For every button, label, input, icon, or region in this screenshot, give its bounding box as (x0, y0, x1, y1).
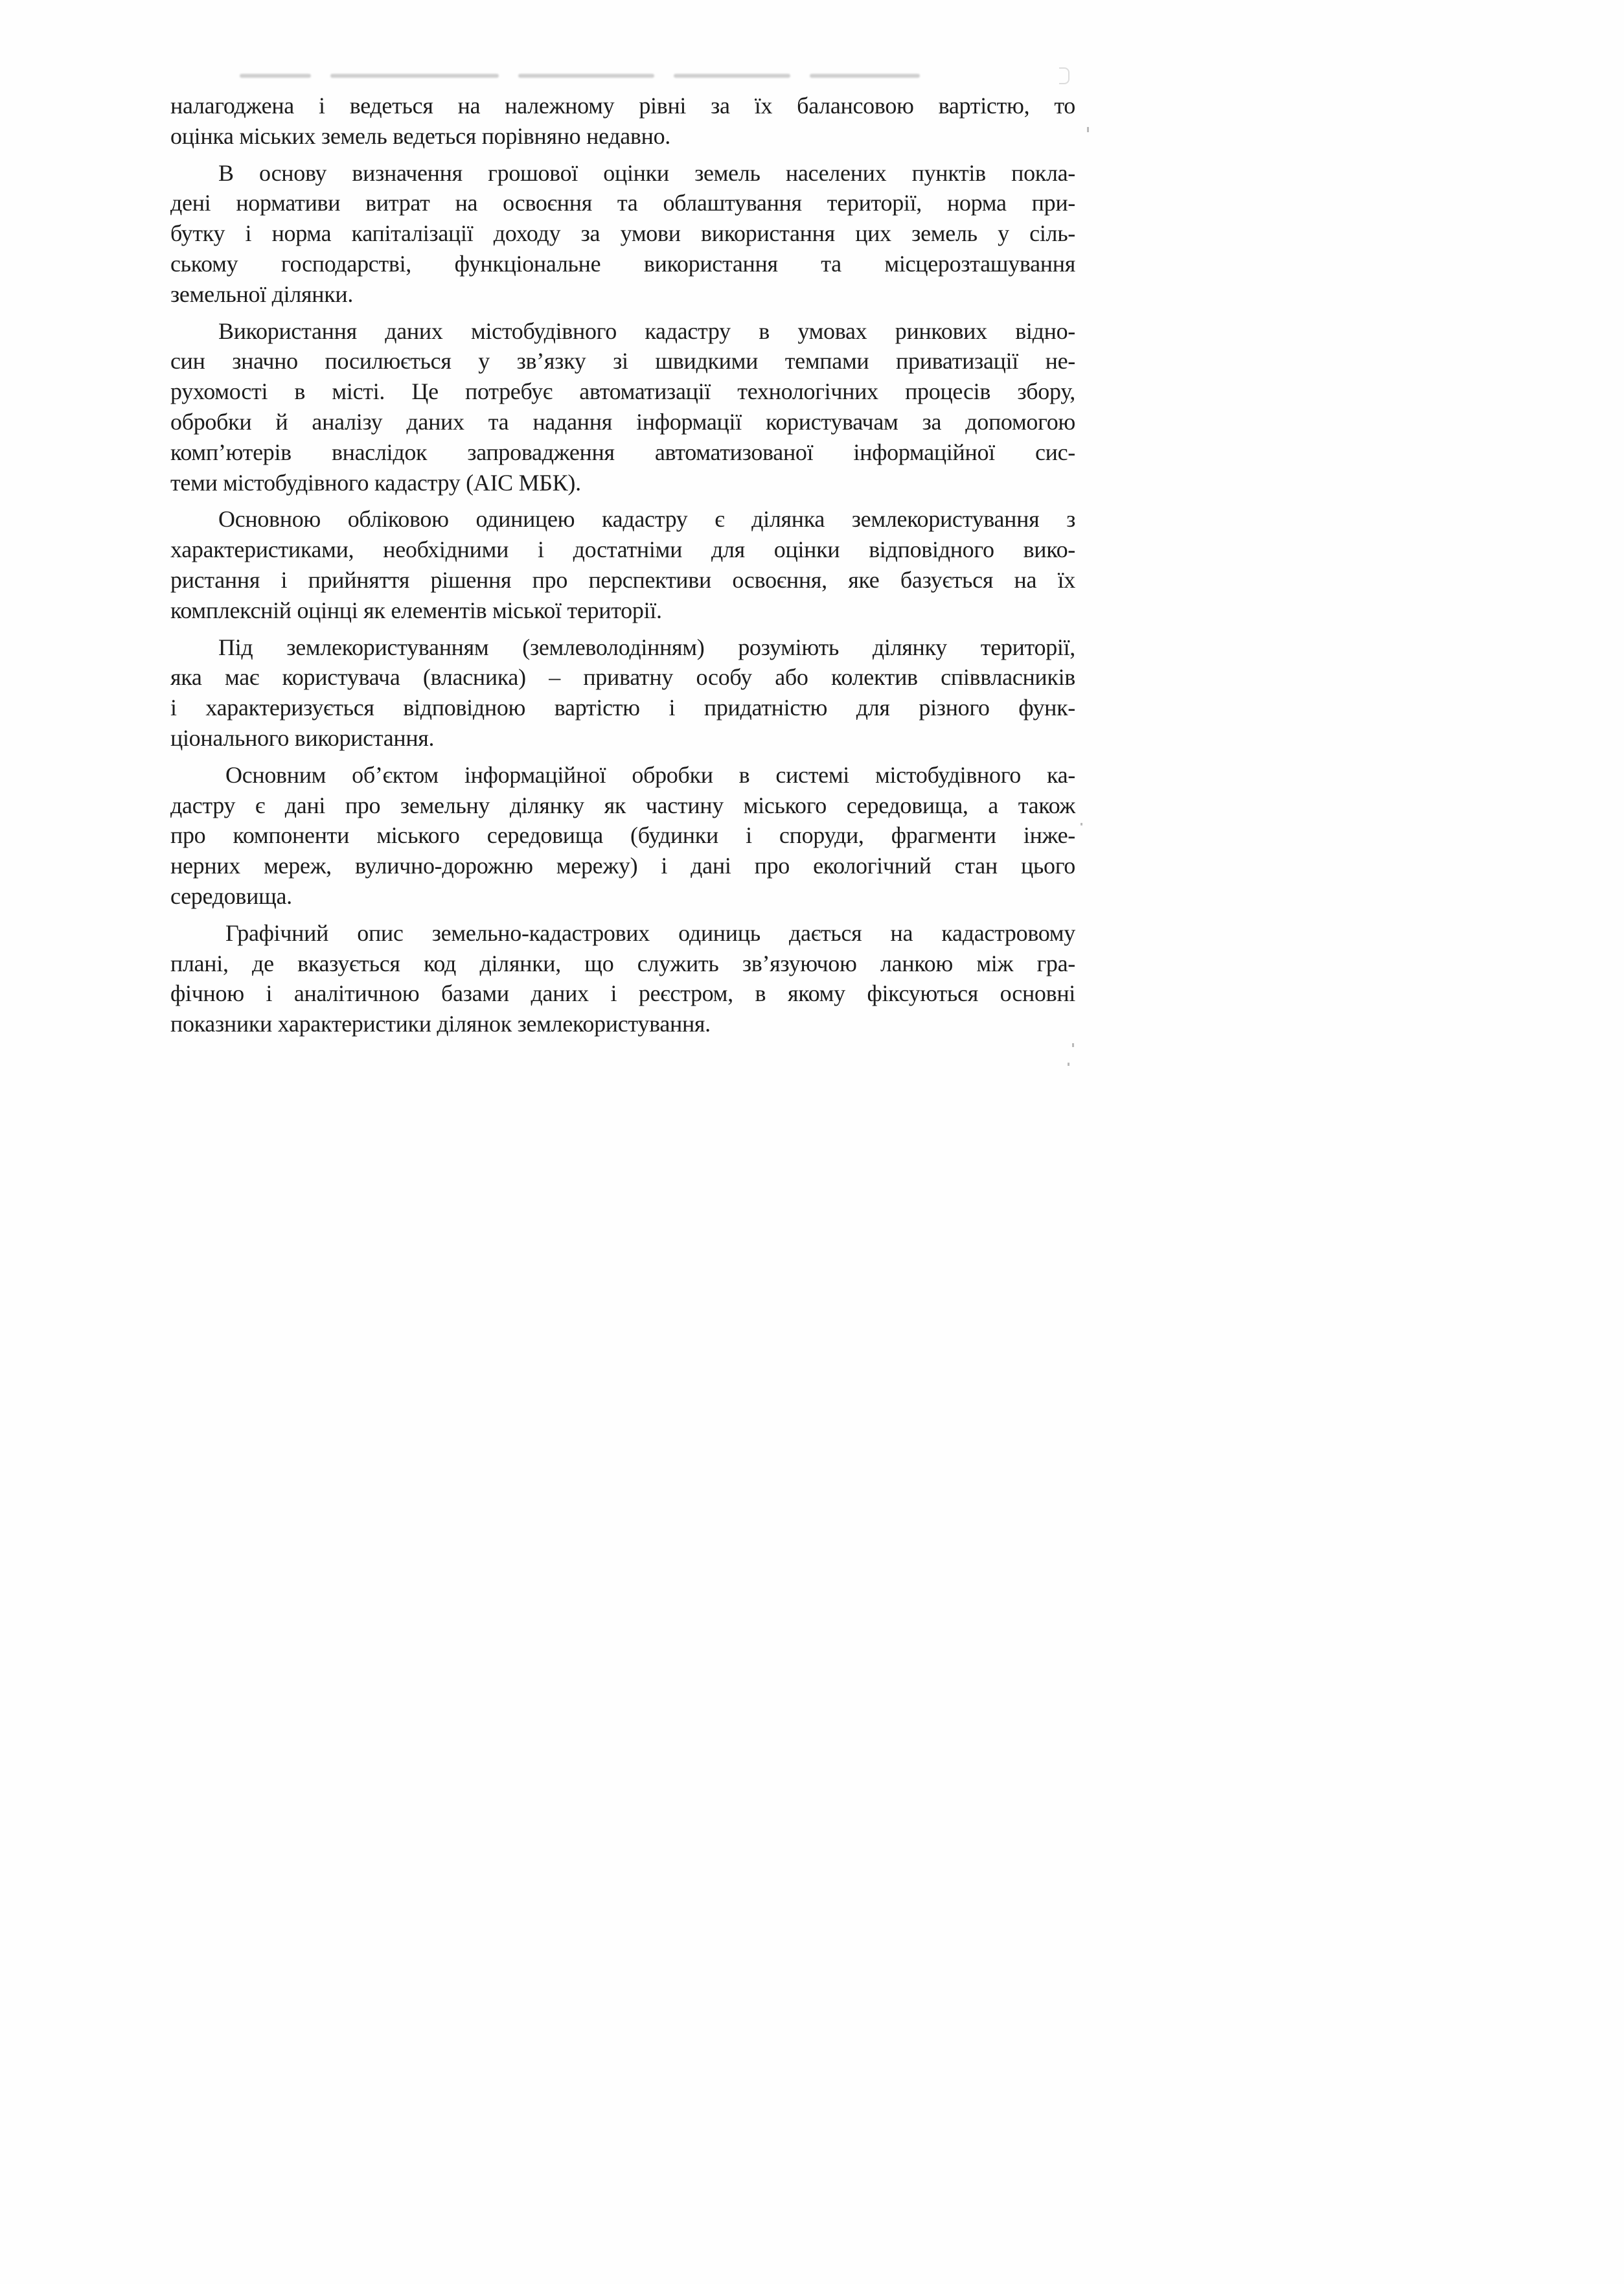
text-line: Графічний опис земельно-кадастрових одиниць дається на кадастровому (225, 919, 1075, 946)
text-line: показники характеристики ділянок землекористування. (170, 1011, 711, 1037)
paragraph-5 (170, 632, 1075, 754)
text-line: ському господарстві, функціональне використання та місцерозташування (170, 250, 1075, 277)
faded-page-number (1059, 67, 1069, 84)
text-line: яка має користувача (власника) – приватну особу або колектив співвласників (170, 664, 1075, 691)
paragraph-1 (170, 91, 1075, 152)
text-line: Основною обліковою одиницею кадастру є ділянка землекористування з (218, 506, 1075, 533)
scan-speck (1087, 127, 1089, 132)
paragraph-7 (170, 918, 1075, 1039)
body-text (170, 91, 1075, 1046)
text-line: плані, де вказується код ділянки, що служить зв’язуючою ланкою між гра- (170, 950, 1075, 976)
text-line: середовища. (170, 882, 292, 909)
text-line: і характеризується відповідною вартістю і придатністю для різного функ- (170, 695, 1075, 721)
text-line: комп’ютерів внаслідок запровадження автоматизованої інформаційної сис- (170, 439, 1075, 465)
text-line: В основу визначення грошової оцінки земель населених пунктів покла- (218, 159, 1075, 186)
paragraph-6 (170, 760, 1075, 912)
text-line: син значно посилюється у зв’язку зі швидкими темпами приватизації не- (170, 348, 1075, 375)
text-line: Під землекористуванням (землеволодінням) розуміють ділянку території, (218, 634, 1075, 660)
scan-speck (1068, 1063, 1069, 1066)
text-line: налагоджена і ведеться на належному рівні за їх балансовою вартістю, то (170, 93, 1075, 119)
text-line: ціонального використання. (170, 724, 435, 751)
text-line: бутку і норма капіталізації доходу за умови використання цих земель у сіль- (170, 220, 1075, 247)
text-line: дастру є дані про земельну ділянку як частину міського середовища, а також (170, 792, 1075, 818)
scan-speck (1081, 823, 1082, 825)
text-line: земельної ділянки. (170, 281, 354, 307)
text-line: комплексній оцінці як елементів міської території. (170, 597, 662, 623)
text-line: Основним об’єктом інформаційної обробки в системі містобудівного ка- (225, 761, 1075, 788)
text-line: обробки й аналізу даних та надання інформації користувачам за допомогою (170, 408, 1075, 435)
text-line: оцінка міських земель ведеться порівняно недавно. (170, 122, 670, 149)
text-line: характеристиками, необхідними і достатніми для оцінки відповідного вико- (170, 536, 1075, 563)
paragraph-3 (170, 316, 1075, 498)
text-line: теми містобудівного кадастру (АІС МБК). (170, 469, 581, 496)
text-line: дені нормативи витрат на освоєння та облаштування території, норма при- (170, 190, 1075, 216)
text-line: про компоненти міського середовища (будинки і споруди, фрагменти інже- (170, 822, 1075, 849)
text-line: ристання і прийняття рішення про перспективи освоєння, яке базується на їх (170, 566, 1075, 593)
text-line: рухомості в місті. Це потребує автоматизації технологічних процесів збору, (170, 378, 1075, 405)
text-line: нерних мереж, вулично-дорожню мережу) і дані про екологічний стан цього (170, 853, 1075, 879)
text-line: Використання даних містобудівного кадастру в умовах ринкових відно- (218, 317, 1075, 344)
text-line: фічною і аналітичною базами даних і реєстром, в якому фіксуються основні (170, 980, 1075, 1007)
faded-running-header (240, 67, 1095, 87)
paragraph-4 (170, 504, 1075, 625)
paragraph-2 (170, 158, 1075, 310)
